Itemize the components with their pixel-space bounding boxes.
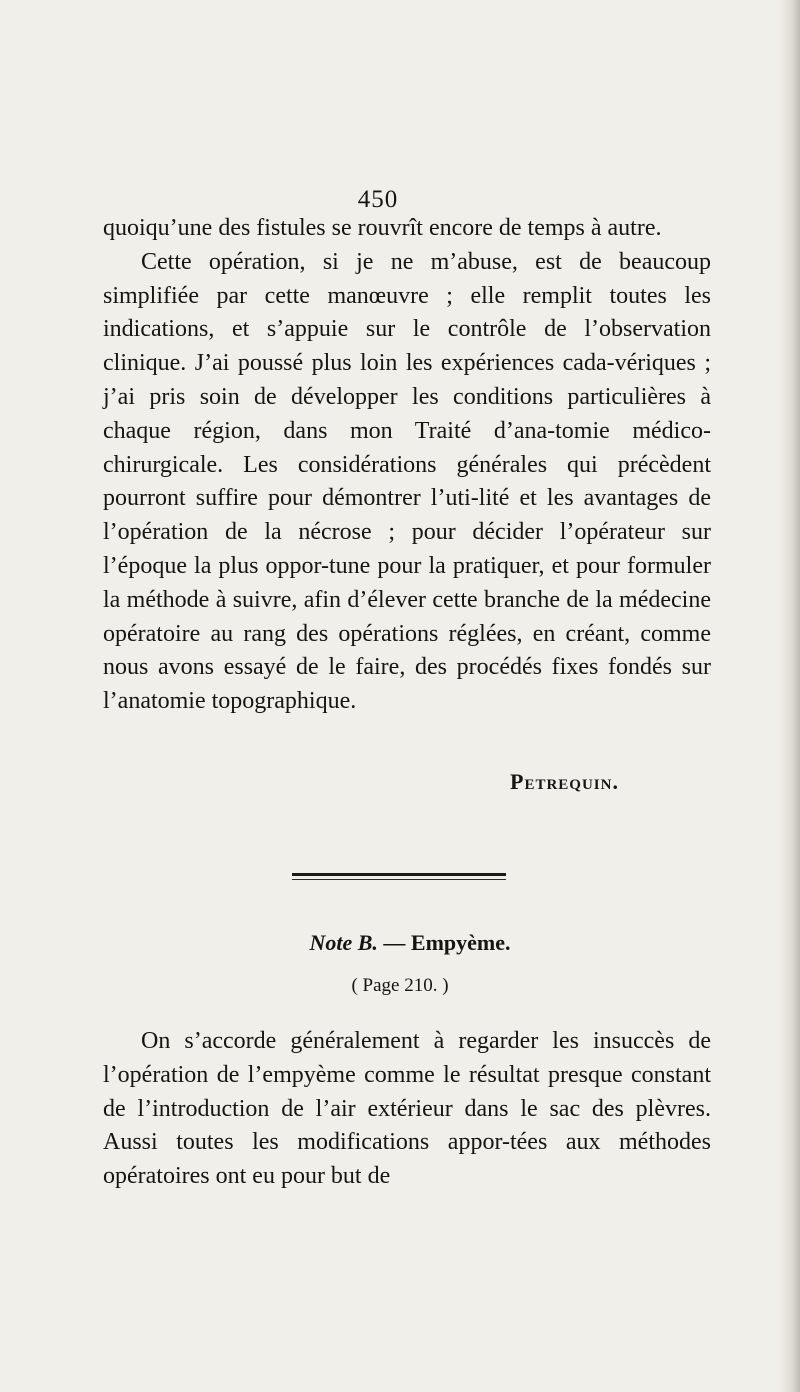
paragraph-empyeme: On s’accorde généralement à regarder les insuccès de l’opération de l’empyème comme le résultat presque constant de l’introduction de l’air extérieur dans le sac des plèvres. Aussi toutes les modifications appor-tées aux méthodes opératoires ont eu pour but de — [103, 1028, 711, 1190]
note-title: Empyème. — [410, 930, 511, 955]
note-heading — [210, 930, 610, 956]
note-text-block — [103, 1025, 711, 1194]
top-text-block — [103, 212, 711, 719]
note-label: Note B. — [309, 930, 378, 955]
note-page-reference: ( Page 210. ) — [351, 975, 449, 996]
note-separator: — — [377, 930, 411, 955]
section-divider — [292, 873, 506, 876]
paragraph-operation: Cette opération, si je ne m’abuse, est de beaucoup simplifiée par cette manœuvre ; elle remplit toutes les indications, et s’appuie sur le contrôle de l’observation clinique. J’ai poussé plus loin les expériences cada-vériques ; j’ai pris soin de développer les conditions particulières à chaque région, dans mon Traité d’ana-tomie médico-chirurgicale. Les considérations générales qui précèdent pourront suffire pour démontrer l’uti-lité et les avantages de l’opération de la nécrose ; pour décider l’opérateur sur l’époque la plus oppor-tune pour la pratiquer, et pour formuler la méthode à suivre, afin d’élever cette branche de la médecine opératoire au rang des opérations réglées, en créant, comme nous avons essayé de le faire, des procédés fixes fondés sur l’anatomie topographique. — [103, 248, 711, 715]
section-divider-thin — [292, 879, 506, 880]
paragraph-continuation: quoiqu’une des fistules se rouvrît encore de temps à autre. — [103, 215, 662, 241]
page-edge-shadow — [778, 0, 800, 1392]
author-signature: Petrequin. — [510, 769, 619, 794]
page-number: 450 — [357, 186, 399, 213]
